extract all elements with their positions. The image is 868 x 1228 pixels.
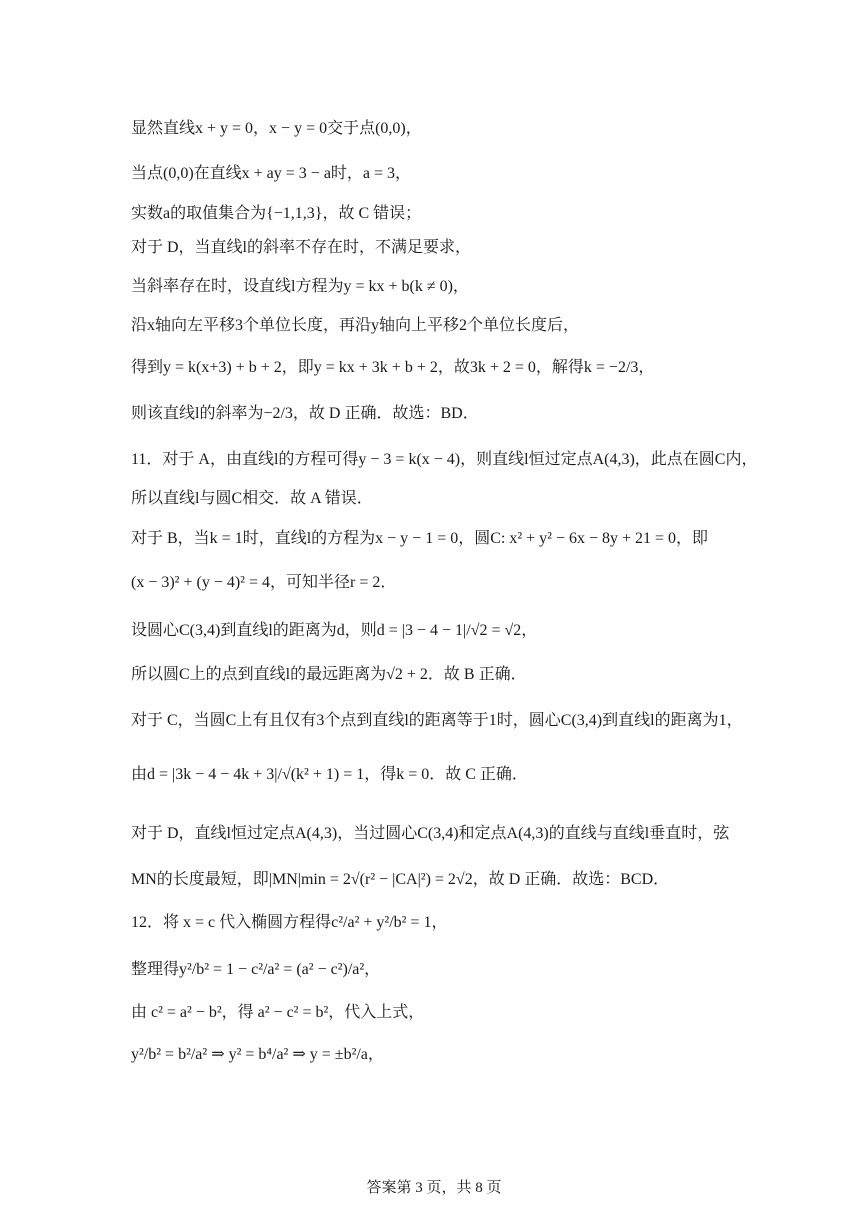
text-line-14: 所以圆C上的点到直线l的最远距离为√2 + 2．故 B 正确．: [131, 666, 527, 683]
text-line-18: MN的长度最短，即|MN|min = 2√(r² − |CA|²) = 2√2，故 D 正确．故选：BCD．: [131, 871, 670, 888]
text-line-11: 对于 B，当k = 1时，直线l的方程为x − y − 1 = 0，圆C: x² + y² − 6x − 8y + 21 = 0，即: [131, 530, 709, 547]
text-line-1: 显然直线x + y = 0，x − y = 0交于点(0,0)，: [131, 120, 422, 137]
text-line-5: 当斜率存在时，设直线l方程为y = kx + b(k ≠ 0)，: [131, 278, 469, 295]
text-line-17: 对于 D，直线l恒过定点A(4,3)，当过圆心C(3,4)和定点A(4,3)的直线与直线l垂直时，弦: [131, 825, 730, 842]
text-line-10: 所以直线l与圆C相交．故 A 错误．: [131, 490, 373, 507]
text-line-20: 整理得y²/b² = 1 − c²/a² = (a² − c²)/a²，: [131, 961, 381, 978]
text-line-8: 则该直线l的斜率为−2/3，故 D 正确．故选：BD．: [131, 405, 479, 422]
page-footer: 答案第 3 页，共 8 页: [366, 1180, 502, 1196]
text-line-2: 当点(0,0)在直线x + ay = 3 − a时，a = 3，: [131, 165, 412, 182]
text-line-7: 得到y = k(x+3) + b + 2，即y = kx + 3k + b + 2，故3k + 2 = 0，解得k = −2/3，: [131, 359, 655, 376]
text-line-22: y²/b² = b²/a² ⇒ y² = b⁴/a² ⇒ y = ±b²/a，: [131, 1046, 384, 1063]
text-line-15: 对于 C，当圆C上有且仅有3个点到直线l的距离等于1时，圆心C(3,4)到直线l的距离为1，: [131, 712, 743, 729]
text-line-9: 11．对于 A，由直线l的方程可得y − 3 = k(x − 4)，则直线l恒过定点A(4,3)，此点在圆C内，: [131, 451, 758, 468]
text-line-12: (x − 3)² + (y − 4)² = 4，可知半径r = 2．: [131, 574, 397, 591]
text-line-16: 由d = |3k − 4 − 4k + 3|/√(k² + 1) = 1，得k = 0．故 C 正确．: [131, 766, 528, 783]
text-line-4: 对于 D，当直线l的斜率不存在时，不满足要求，: [131, 239, 472, 256]
text-line-21: 由 c² = a² − b²，得 a² − c² = b²，代入上式，: [131, 1004, 425, 1021]
text-line-6: 沿x轴向左平移3个单位长度，再沿y轴向上平移2个单位长度后，: [131, 317, 580, 334]
text-line-3: 实数a的取值集合为{−1,1,3}，故 C 错误；: [131, 205, 422, 222]
text-line-13: 设圆心C(3,4)到直线l的距离为d，则d = |3 − 4 − 1|/√2 = √2，: [131, 622, 538, 639]
text-line-19: 12．将 x = c 代入椭圆方程得c²/a² + y²/b² = 1，: [131, 914, 448, 931]
